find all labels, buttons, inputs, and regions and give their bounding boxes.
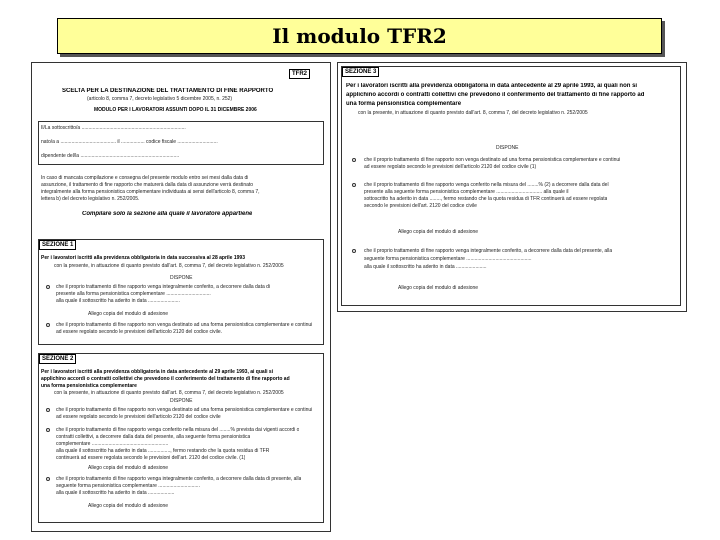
section-1-dispone: DISPONE [170, 275, 193, 281]
section-3-option-2-radio[interactable] [352, 183, 356, 187]
section-2-option-2-c: complementare ....................................................... [56, 441, 169, 447]
compile-instruction: Compilare solo la sezione alla quale il lavoratore appartiene [82, 211, 253, 217]
form-code-tag: TFR2 [289, 69, 310, 79]
section-2-option-2-radio[interactable] [46, 428, 50, 432]
section-1-option-1-d: Allego copia del modulo di adesione [88, 311, 169, 317]
section-2-line-3: una forma pensionistica complementare [41, 383, 137, 389]
section-2-dispone: DISPONE [170, 398, 193, 404]
section-1-option-1-c: alla quale il sottoscritto ha aderito in data ....................... [56, 298, 180, 304]
slide-title: Il modulo TFR2 [272, 24, 447, 48]
form-heading: SCELTA PER LA DESTINAZIONE DEL TRATTAMENTO DI FINE RAPPORTO [62, 88, 274, 94]
section-3-option-2-b: presente alla seguente forma pensionistica complementare ................................. alla quale il [364, 189, 569, 195]
intro-line-4: lettera b) del decreto legislativo n. 252/2005. [41, 196, 140, 202]
section-1-option-2-radio[interactable] [46, 323, 50, 327]
section-1-line-1: Per i lavoratori iscritti alla previdenza obbligatoria in data successiva al 28 aprile 1993 [41, 255, 245, 261]
section-2-option-3-a: che il proprio trattamento di fine rapporto venga integralmente conferito, a decorrere dalla data di presente, alla [56, 476, 302, 482]
section-3-line-4: con la presente, in attuazione di quanto previsto dall'art. 8, comma 7, del decreto legislativo n. 252/2005 [358, 110, 588, 116]
section-2-option-3-d: Allego copia del modulo di adesione [88, 503, 169, 509]
section-3-option-3-b: seguente forma pensionistica complementare ............................................... [364, 256, 532, 262]
tfr2-form-page-left [31, 62, 331, 532]
section-2-tag: SEZIONE 2 [39, 354, 76, 364]
section-2-line-4: con la presente, in attuazione di quanto previsto dall'art. 8, comma 7, del decreto legislativo n. 252/2005 [54, 390, 284, 396]
section-2-option-1-radio[interactable] [46, 408, 50, 412]
field-employer: dipendente del/la ....................................................................... [41, 153, 180, 159]
section-1-option-2-b: ad essere regolato secondo le previsioni dell'articolo 2120 del codice civile. [56, 329, 223, 335]
section-3-option-3-c: alla quale il sottoscritto ha aderito in data ...................... [364, 264, 487, 270]
section-2-option-1-b: ad essere regolato secondo le previsioni dell'articolo 2120 del codice civile [56, 414, 221, 420]
section-2-option-2-f: Allego copia del modulo di adesione [88, 465, 169, 471]
section-3-option-2-c: sottoscritto ha aderito in data ........, fermo restando che la quota residua di TFR continuerà ad essere regolata [364, 196, 608, 202]
section-2-option-3-b: seguente forma pensionistica complementare .............................. [56, 483, 200, 489]
intro-line-1: In caso di mancata compilazione e consegna del presente modulo entro sei mesi dalla data di [41, 175, 249, 181]
section-3-line-1: Per i lavoratori iscritti alla previdenza obbligatoria in data antecedente al 29 aprile 1993, ai quali non si [346, 83, 638, 89]
section-1-option-1-b: presente alla forma pensionistica complementare ................................ [56, 291, 211, 297]
section-1-option-1-a: che il proprio trattamento di fine rapporto venga integralmente conferito, a decorrere dalla data di [56, 284, 271, 290]
form-module-title: MODULO PER I LAVORATORI ASSUNTI DOPO IL 31 DICEMBRE 2006 [94, 107, 257, 113]
section-2-option-2-d: alla quale il sottoscritto ha aderito in data ................, fermo restando che la quota residua di TFR [56, 448, 270, 454]
field-birth-tax: nato/a a ........................................ il ................. codice fiscale ............................. [41, 139, 218, 145]
tfr2-form-page-right [337, 62, 687, 312]
section-3-option-2-e: Allego copia del modulo di adesione [398, 229, 479, 235]
section-2-option-2-b: contratti collettivi, a decorrere dalla data del presente, alla seguente forma pensionistica [56, 434, 251, 440]
section-2-option-3-radio[interactable] [46, 477, 50, 481]
section-2-option-2-e: continuerà ad essere regolata secondo le previsioni dell'art. 2120 del codice civile. (1) [56, 455, 246, 461]
section-1-option-1-radio[interactable] [46, 285, 50, 289]
section-1-option-2-a: che il proprio trattamento di fine rapporto non venga destinato ad una forma pensionistica complementare e continui [56, 322, 313, 328]
slide-title-box [57, 18, 662, 54]
section-1-line-2: con la presente, in attuazione di quanto previsto dall'art. 8, comma 7, del decreto legislativo n. 252/2005 [54, 263, 284, 269]
form-subheading: (articolo 8, comma 7, decreto legislativo 5 dicembre 2005, n. 252) [87, 96, 233, 102]
section-2-option-3-c: alla quale il sottoscritto ha aderito in data ................... [56, 490, 175, 496]
section-3-option-1-a: che il proprio trattamento di fine rapporto non venga destinato ad una forma pensionistica complementare e continui [364, 157, 621, 163]
section-2-option-1-a: che il proprio trattamento di fine rapporto non venga destinato ad una forma pensionistica complementare e continui [56, 407, 313, 413]
section-2-line-2: applichino accordi o contratti collettivi che prevedono il conferimento del trattamento di fine rapporto ad [41, 376, 290, 382]
section-3-option-1-radio[interactable] [352, 158, 356, 162]
section-1-tag: SEZIONE 1 [39, 240, 76, 250]
section-3-option-3-d: Allego copia del modulo di adesione [398, 285, 479, 291]
section-3-option-3-a: che il proprio trattamento di fine rapporto venga integralmente conferito, a decorrere dalla data del presente, alla [364, 248, 613, 254]
section-2-option-2-a: che il proprio trattamento di fine rapporto venga conferito nella misura del ........% prevista dai vigenti accordi o [56, 427, 300, 433]
intro-line-3: integralmente alla forma pensionistica complementare individuata ai sensi dell'articolo 8, comma 7, [41, 189, 260, 195]
section-3-option-2-a: che il proprio trattamento di fine rapporto venga conferito nella misura del ........% (2) a decorrere dalla data del [364, 182, 609, 188]
section-3-dispone: DISPONE [496, 145, 519, 151]
section-3-option-1-b: ad essere regolato secondo le previsioni dell'articolo 2120 del codice civile (1) [364, 164, 537, 170]
section-2-line-1: Per i lavoratori iscritti alla previdenza obbligatoria in data antecedente al 29 aprile 1993, ai quali si [41, 369, 274, 375]
section-3-tag: SEZIONE 3 [342, 67, 379, 77]
section-3-option-2-d: secondo le previsioni dell'art. 2120 del codice civile [364, 203, 477, 209]
section-3-line-3: una forma pensionistica complementare [346, 101, 462, 107]
section-3-option-3-radio[interactable] [352, 249, 356, 253]
field-name: Il/La sottoscritto/a ........................................................................... [41, 125, 186, 131]
intro-line-2: assunzione, il trattamento di fine rapporto che maturerà dalla data di assunzione verrà destinato [41, 182, 254, 188]
section-3-line-2: applichino accordi o contratti collettivi che prevedono il conferimento del trattamento di fine rapporto ad [346, 92, 645, 98]
